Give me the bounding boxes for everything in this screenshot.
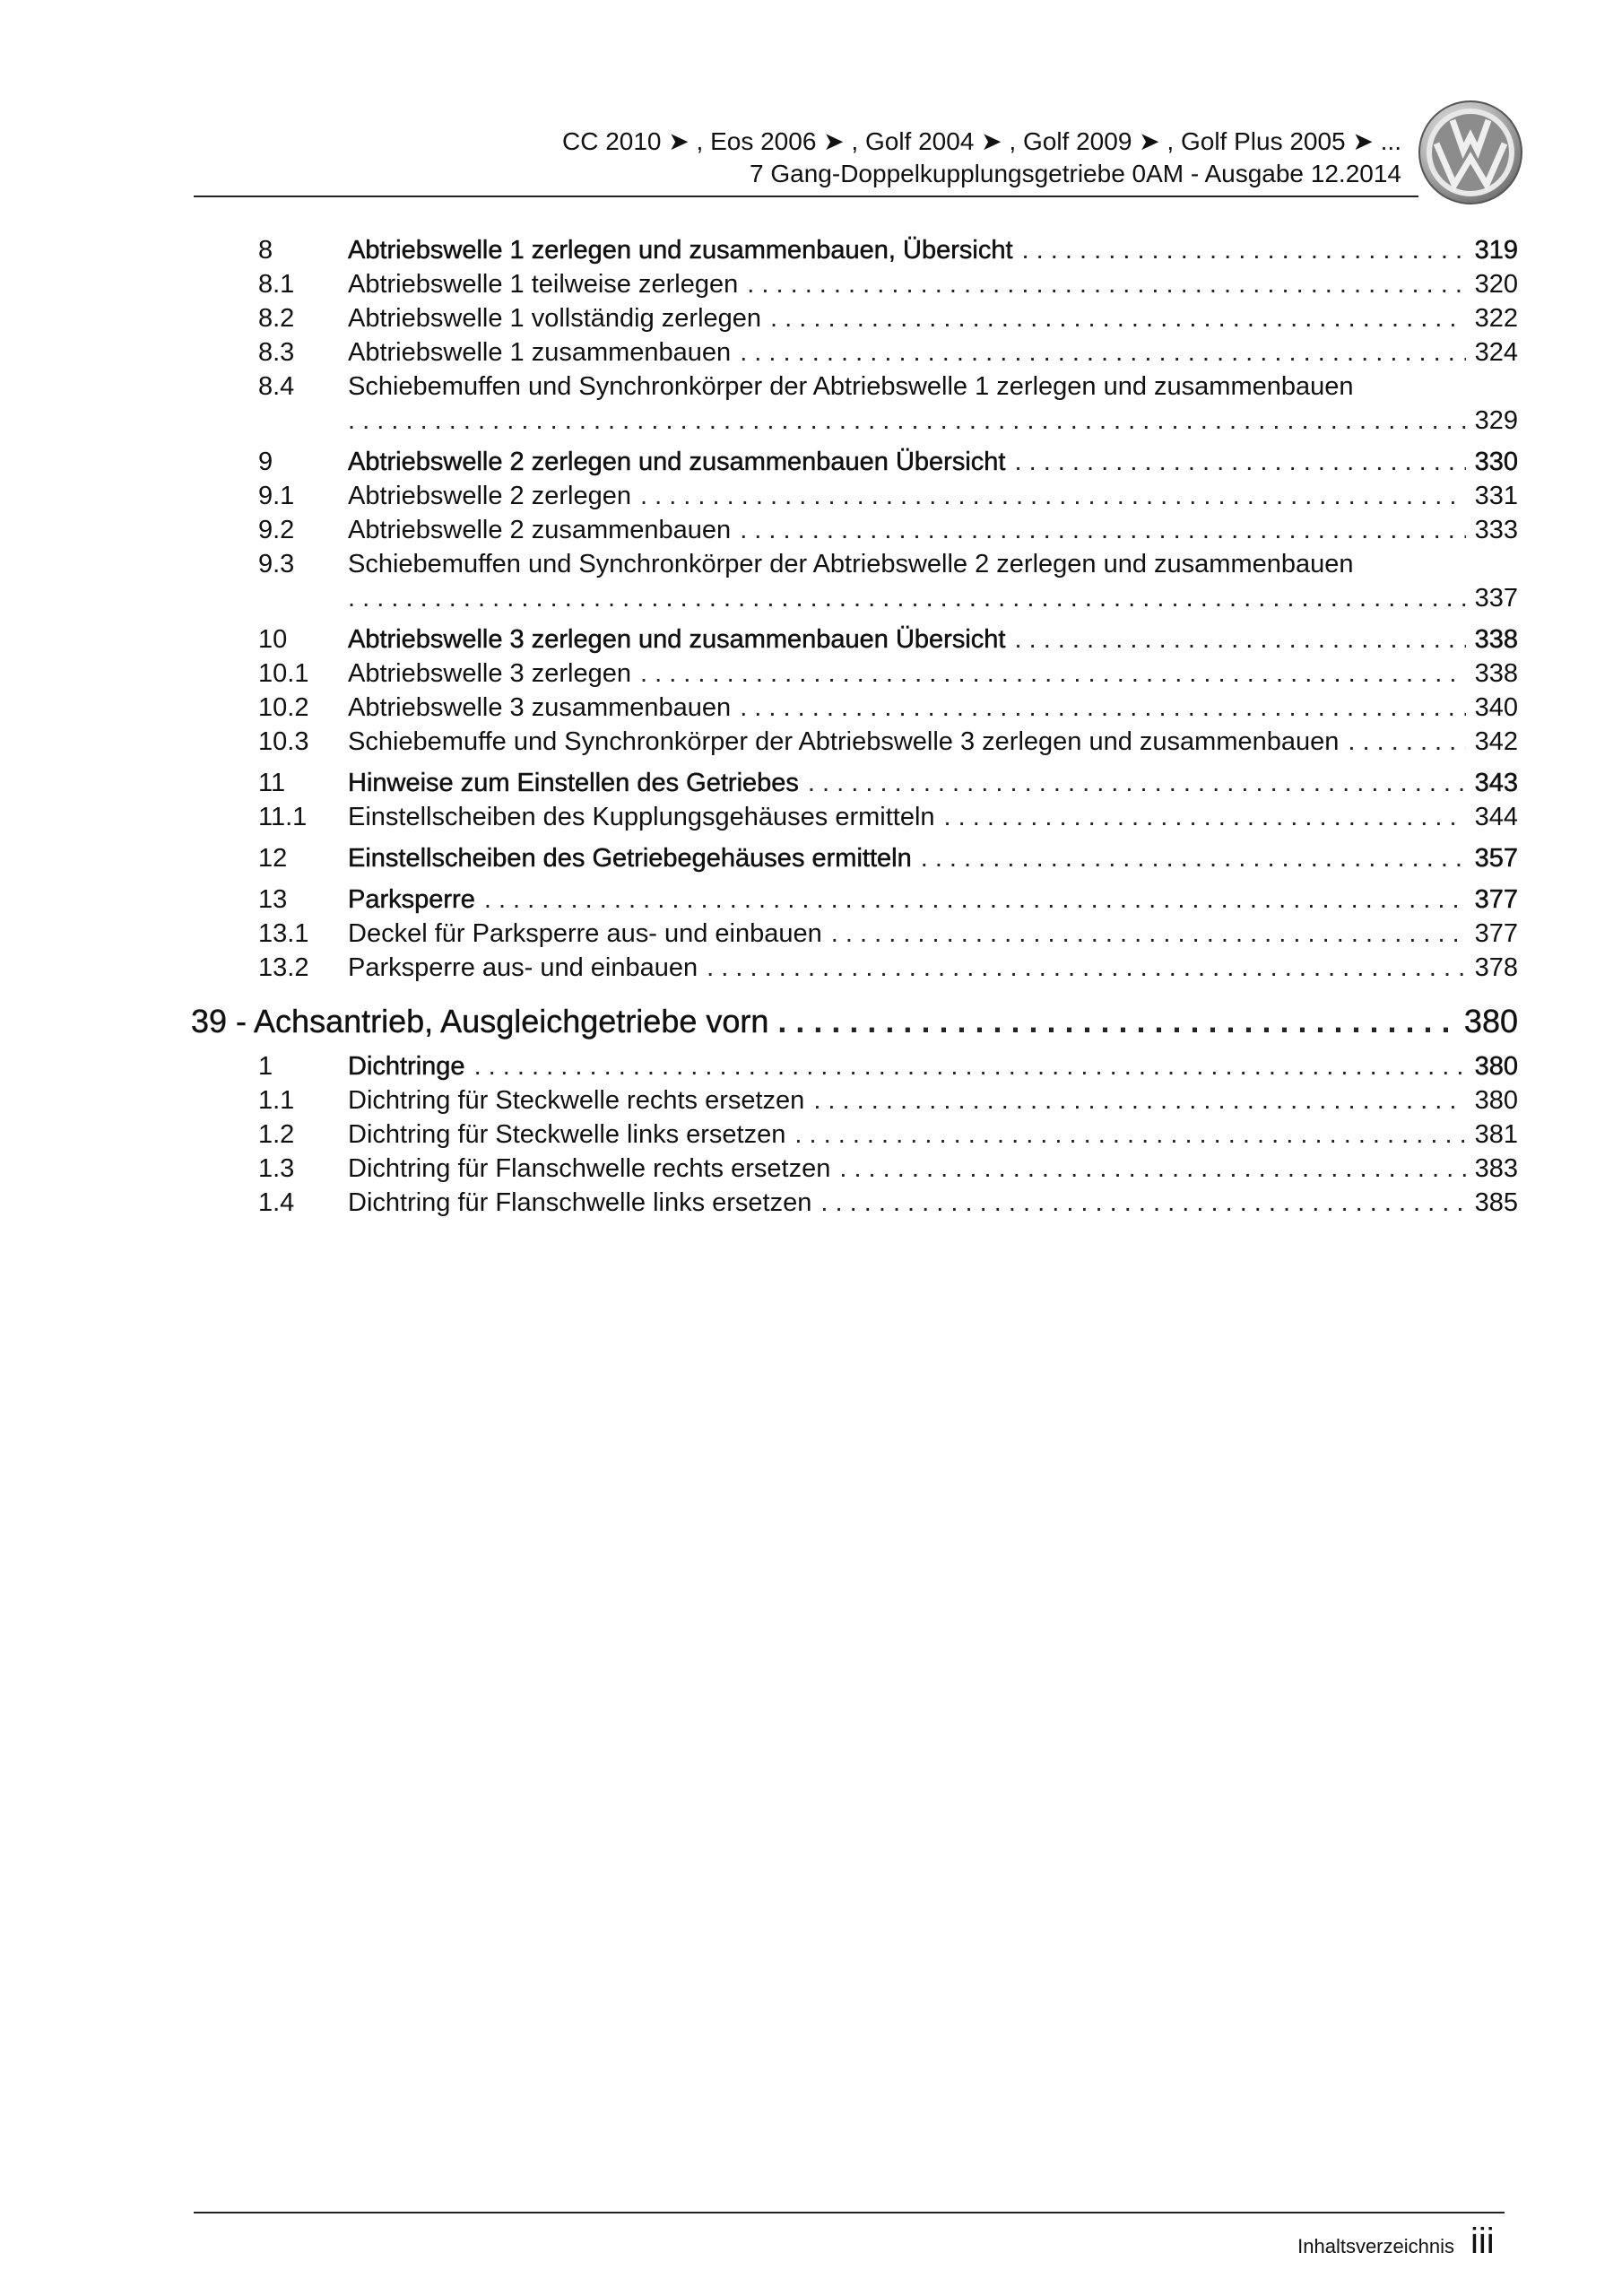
header-subtitle: 7 Gang-Doppelkupplungsgetriebe 0AM - Ausgabe 12.2014 — [750, 160, 1401, 187]
toc-chapter-8[interactable] — [258, 233, 1518, 267]
toc-chapter-11[interactable] — [258, 766, 1518, 800]
toc-num: 9.2 — [258, 516, 295, 544]
toc-entry-1-2[interactable] — [258, 1118, 1518, 1152]
toc-page: 342 — [1474, 727, 1518, 756]
page-header — [194, 126, 1401, 190]
leader-dots — [831, 917, 1466, 951]
toc-title: Schiebemuffen und Synchronkörper der Abtriebswelle 1 zerlegen und zusammenbauen — [348, 372, 1354, 401]
toc-num: 1 — [258, 1052, 273, 1081]
toc-entry-8-3[interactable] — [258, 335, 1518, 370]
toc-title: Schiebemuffen und Synchronkörper der Abtriebswelle 2 zerlegen und zusammenbauen — [348, 550, 1354, 578]
leader-dots — [1014, 622, 1465, 657]
toc-title: Hinweise zum Einstellen des Getriebes — [348, 769, 799, 797]
toc-entry-9-3[interactable] — [258, 547, 1518, 581]
leader-dots — [1014, 445, 1465, 479]
toc-num: 13 — [258, 885, 288, 914]
toc-page: 378 — [1474, 953, 1518, 982]
toc-num: 13.2 — [258, 953, 309, 982]
toc-num: 11.1 — [258, 803, 308, 831]
toc-title: Abtriebswelle 3 zerlegen — [348, 659, 631, 688]
toc-entry-13-2[interactable] — [258, 951, 1518, 985]
toc-num: 9 — [258, 448, 273, 476]
leader-dots — [740, 335, 1465, 370]
toc-title: Einstellscheiben des Getriebegehäuses ermitteln — [348, 844, 912, 873]
leader-dots — [777, 1001, 1455, 1042]
toc-title: Dichtringe — [348, 1052, 465, 1081]
toc-chapter-10[interactable] — [258, 622, 1518, 657]
toc-page: 333 — [1474, 516, 1518, 544]
toc-part-page: 380 — [1463, 1003, 1518, 1039]
toc-num: 1.1 — [258, 1086, 295, 1115]
toc-chapter-13[interactable] — [258, 883, 1518, 917]
toc-num: 9.3 — [258, 550, 295, 578]
leader-dots — [944, 800, 1466, 834]
toc-page: 338 — [1474, 659, 1518, 688]
toc-title: Abtriebswelle 1 vollständig zerlegen — [348, 304, 762, 333]
toc-num: 8.2 — [258, 304, 295, 333]
toc-num: 10.3 — [258, 727, 309, 756]
leader-dots — [808, 766, 1466, 800]
toc-num: 13.1 — [258, 919, 309, 948]
toc-entry-1-3[interactable] — [258, 1152, 1518, 1186]
toc-title: Dichtring für Flanschwelle links ersetzen — [348, 1188, 812, 1217]
toc-title: Parksperre — [348, 885, 475, 914]
footer-label: Inhaltsverzeichnis — [1297, 2235, 1454, 2257]
toc-entry-8-2[interactable] — [258, 301, 1518, 335]
toc-page: 331 — [1474, 482, 1518, 510]
toc-entry-10-2[interactable] — [258, 691, 1518, 725]
leader-dots — [348, 404, 1466, 438]
toc-entry-11-1[interactable] — [258, 800, 1518, 834]
toc-title: Abtriebswelle 1 teilweise zerlegen — [348, 270, 739, 299]
toc-chapter-9[interactable] — [258, 445, 1518, 479]
header-models: CC 2010 ➤ , Eos 2006 ➤ , Golf 2004 ➤ , Golf 2009 ➤ , Golf Plus 2005 ➤ ... — [561, 127, 1401, 155]
leader-dots — [740, 513, 1465, 547]
toc-title: Schiebemuffe und Synchronkörper der Abtriebswelle 3 zerlegen und zusammenbauen — [348, 727, 1340, 756]
toc-title: Einstellscheiben des Kupplungsgehäuses ermitteln — [348, 803, 935, 831]
toc-title: Abtriebswelle 3 zusammenbauen — [348, 693, 732, 722]
toc-page: 381 — [1474, 1120, 1518, 1149]
toc-title: Abtriebswelle 1 zusammenbauen — [348, 338, 732, 367]
leader-dots — [820, 1186, 1465, 1220]
toc-chapter-1[interactable] — [258, 1049, 1518, 1083]
toc-title: Dichtring für Flanschwelle rechts ersetzen — [348, 1154, 831, 1183]
toc-num: 9.1 — [258, 482, 295, 510]
toc-entry-8-4-continued[interactable] — [258, 404, 1518, 438]
footer-page-number: iii — [1470, 2222, 1495, 2261]
header-divider — [194, 196, 1418, 197]
leader-dots — [794, 1118, 1465, 1152]
toc-chapter-12[interactable] — [258, 841, 1518, 875]
toc-page: 338 — [1474, 625, 1518, 654]
leader-dots — [740, 691, 1465, 725]
toc-page: 324 — [1474, 338, 1518, 367]
leader-dots — [484, 883, 1466, 917]
table-of-contents — [191, 233, 1518, 1220]
leader-dots — [813, 1083, 1465, 1118]
toc-num: 1.4 — [258, 1188, 295, 1217]
toc-entry-8-1[interactable] — [258, 267, 1518, 301]
leader-dots — [747, 267, 1465, 301]
toc-page: 377 — [1474, 919, 1518, 948]
toc-page: 320 — [1474, 270, 1518, 299]
toc-entry-10-3[interactable] — [258, 725, 1518, 759]
toc-title: Abtriebswelle 3 zerlegen und zusammenbauen Übersicht — [348, 625, 1006, 654]
toc-entry-9-3-continued[interactable] — [258, 581, 1518, 615]
toc-num: 1.2 — [258, 1120, 295, 1149]
toc-title: Abtriebswelle 2 zusammenbauen — [348, 516, 732, 544]
toc-part-title: 39 - Achsantrieb, Ausgleichgetriebe vorn — [191, 1003, 769, 1039]
leader-dots — [640, 657, 1466, 691]
leader-dots — [1348, 725, 1465, 759]
toc-num: 10.1 — [258, 659, 309, 688]
toc-page: 357 — [1474, 844, 1518, 873]
leader-dots — [770, 301, 1466, 335]
toc-num: 12 — [258, 844, 288, 873]
leader-dots — [707, 951, 1465, 985]
toc-num: 8.3 — [258, 338, 295, 367]
toc-page: 343 — [1474, 769, 1518, 797]
toc-page: 330 — [1474, 448, 1518, 476]
toc-title: Abtriebswelle 1 zerlegen und zusammenbauen, Übersicht — [348, 236, 1013, 265]
toc-page: 322 — [1474, 304, 1518, 333]
toc-page: 344 — [1474, 803, 1518, 831]
toc-page: 380 — [1474, 1052, 1518, 1081]
leader-dots — [921, 841, 1466, 875]
toc-entry-9-1[interactable] — [258, 479, 1518, 513]
toc-entry-9-2[interactable] — [258, 513, 1518, 547]
toc-title: Abtriebswelle 2 zerlegen — [348, 482, 631, 510]
leader-dots — [640, 479, 1466, 513]
toc-part-39[interactable] — [191, 1001, 1518, 1046]
toc-entry-8-4[interactable] — [258, 370, 1518, 404]
toc-title: Dichtring für Steckwelle links ersetzen — [348, 1120, 786, 1149]
toc-entry-13-1[interactable] — [258, 917, 1518, 951]
leader-dots — [1022, 233, 1466, 267]
toc-title: Parksperre aus- und einbauen — [348, 953, 698, 982]
vw-logo-icon — [1417, 99, 1524, 206]
toc-page: 383 — [1474, 1154, 1518, 1183]
toc-num: 1.3 — [258, 1154, 295, 1183]
toc-title: Deckel für Parksperre aus- und einbauen — [348, 919, 822, 948]
toc-title: Dichtring für Steckwelle rechts ersetzen — [348, 1086, 805, 1115]
toc-page: 385 — [1474, 1188, 1518, 1217]
toc-title: Abtriebswelle 2 zerlegen und zusammenbauen Übersicht — [348, 448, 1006, 476]
toc-num: 10 — [258, 625, 288, 654]
toc-page: 377 — [1474, 885, 1518, 914]
toc-page: 340 — [1474, 693, 1518, 722]
toc-num: 8.4 — [258, 372, 295, 401]
toc-page: 319 — [1474, 236, 1518, 265]
toc-num: 8 — [258, 236, 273, 265]
toc-num: 11 — [258, 769, 286, 797]
toc-num: 8.1 — [258, 270, 295, 299]
toc-num: 10.2 — [258, 693, 309, 722]
leader-dots — [839, 1152, 1465, 1186]
footer-divider — [194, 2212, 1505, 2213]
toc-page: 329 — [1474, 406, 1518, 435]
toc-entry-10-1[interactable] — [258, 657, 1518, 691]
toc-page: 337 — [1474, 584, 1518, 613]
leader-dots — [474, 1049, 1466, 1083]
leader-dots — [348, 581, 1466, 615]
toc-page: 380 — [1474, 1086, 1518, 1115]
toc-entry-1-1[interactable] — [258, 1083, 1518, 1118]
toc-entry-1-4[interactable] — [258, 1186, 1518, 1220]
